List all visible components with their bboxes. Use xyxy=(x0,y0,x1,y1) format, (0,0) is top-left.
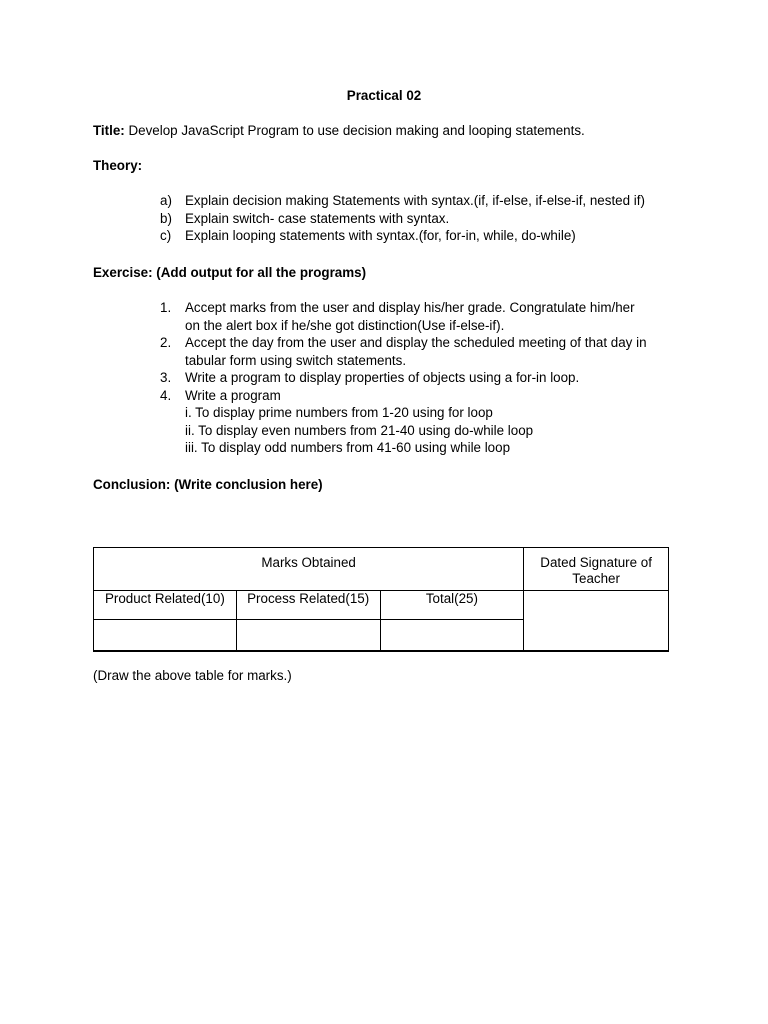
list-marker: c) xyxy=(160,228,172,243)
table-cell-empty xyxy=(380,620,524,652)
list-item-text: Write a program xyxy=(185,387,281,403)
marks-obtained-header: Marks Obtained xyxy=(94,548,524,591)
signature-header-line2: Teacher xyxy=(572,571,620,586)
list-item-text: tabular form using switch statements. xyxy=(185,352,407,368)
theory-label: Theory: xyxy=(93,158,143,173)
list-item xyxy=(160,299,647,334)
table-cell-empty xyxy=(236,620,380,652)
list-marker: a) xyxy=(160,193,172,208)
list-item-text: Explain decision making Statements with syntax.(if, if-else, if-else-if, nested if) xyxy=(185,193,645,208)
list-item xyxy=(160,192,645,210)
signature-header xyxy=(524,548,669,591)
column-header-process: Process Related(15) xyxy=(236,591,380,620)
exercise-label: Exercise: (Add output for all the programs) xyxy=(93,265,367,280)
list-item xyxy=(160,369,647,387)
signature-cell xyxy=(524,591,669,652)
list-marker: b) xyxy=(160,210,172,226)
theory-list xyxy=(160,192,645,245)
list-subitem-text: ii. To display even numbers from 21-40 using do-while loop xyxy=(185,422,534,438)
column-header-product: Product Related(10) xyxy=(94,591,237,620)
list-item-text: Accept marks from the user and display his/her grade. Congratulate him/her xyxy=(185,300,635,315)
marks-table xyxy=(93,547,669,652)
list-subitem-text: i. To display prime numbers from 1-20 using for loop xyxy=(185,405,493,420)
list-marker: 4. xyxy=(160,387,172,403)
list-marker: 3. xyxy=(160,370,172,385)
list-subitem-text: iii. To display odd numbers from 41-60 using while loop xyxy=(185,440,511,455)
page-heading: Practical 02 xyxy=(346,88,422,103)
title-line xyxy=(93,122,585,139)
title-text: Develop JavaScript Program to use decision making and looping statements. xyxy=(124,123,585,138)
list-item-text: Explain switch- case statements with syntax. xyxy=(185,210,450,226)
list-item xyxy=(160,227,645,245)
list-item xyxy=(160,387,647,457)
list-item-text: Write a program to display properties of objects using a for-in loop. xyxy=(185,370,580,385)
list-item xyxy=(160,210,645,228)
list-item-text: Explain looping statements with syntax.(for, for-in, while, do-while) xyxy=(185,228,576,243)
title-label: Title: xyxy=(93,123,125,138)
table-cell-empty xyxy=(94,620,237,652)
list-item xyxy=(160,334,647,369)
list-item-text: Accept the day from the user and display the scheduled meeting of that day in xyxy=(185,335,647,350)
exercise-list xyxy=(160,299,647,457)
table-note: (Draw the above table for marks.) xyxy=(93,668,292,683)
list-marker: 2. xyxy=(160,335,172,350)
list-item-text: on the alert box if he/she got distinction(Use if-else-if). xyxy=(185,317,505,333)
list-marker: 1. xyxy=(160,300,172,315)
column-header-total: Total(25) xyxy=(380,591,524,620)
conclusion-label: Conclusion: (Write conclusion here) xyxy=(93,477,323,492)
signature-header-line1: Dated Signature of xyxy=(540,555,652,570)
